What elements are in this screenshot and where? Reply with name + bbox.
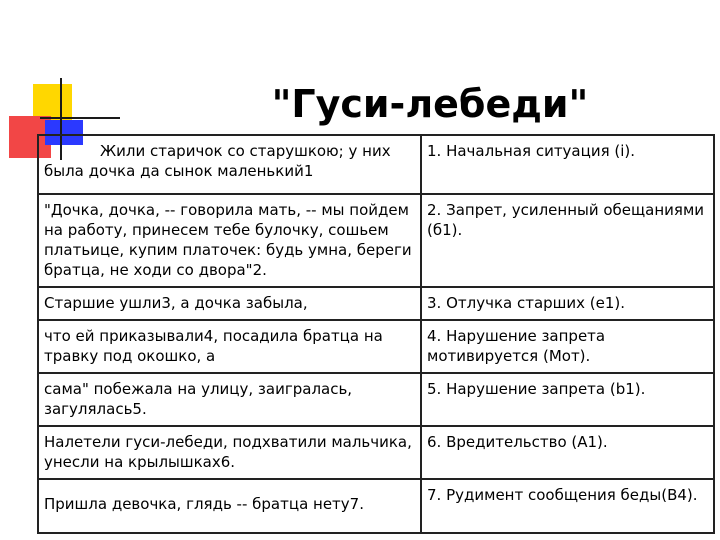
story-text-cell: сама" побежала на улицу, заигралась, загулялась5.: [38, 373, 421, 426]
function-cell: 2. Запрет, усиленный обещаниями (б1).: [421, 194, 714, 287]
function-cell: 4. Нарушение запрета мотивируется (Мот).: [421, 320, 714, 373]
table-row: [38, 373, 714, 426]
function-cell: 1. Начальная ситуация (i).: [421, 135, 714, 194]
table-row: [38, 426, 714, 479]
function-cell: 7. Рудимент сообщения беды(В4).: [421, 479, 714, 533]
table-row: [38, 479, 714, 533]
story-text-cell: Налетели гуси-лебеди, подхватили мальчика, унесли на крылышках6.: [38, 426, 421, 479]
decor-horizontal-line: [40, 117, 120, 119]
function-cell: 6. Вредительство (А1).: [421, 426, 714, 479]
table-row: [38, 135, 714, 194]
story-text-cell: Пришла девочка, глядь -- братца нету7.: [38, 479, 421, 533]
story-text-cell: "Дочка, дочка, -- говорила мать, -- мы пойдем на работу, принесем тебе булочку, сошьем платьице, купим платочек: будь умна, береги братца, не ходи со двора"2.: [38, 194, 421, 287]
story-text-cell: Старшие ушли3, а дочка забыла,: [38, 287, 421, 320]
table-row: [38, 194, 714, 287]
slide-title: "Гуси-лебеди": [271, 82, 589, 126]
table-row: [38, 320, 714, 373]
story-text-cell: Жили старичок со старушкою; у них была дочка да сынок маленький1: [38, 135, 421, 194]
function-cell: 3. Отлучка старших (е1).: [421, 287, 714, 320]
story-functions-table: [37, 134, 715, 534]
table-row: [38, 287, 714, 320]
story-text-cell: что ей приказывали4, посадила братца на травку под окошко, а: [38, 320, 421, 373]
function-cell: 5. Нарушение запрета (b1).: [421, 373, 714, 426]
